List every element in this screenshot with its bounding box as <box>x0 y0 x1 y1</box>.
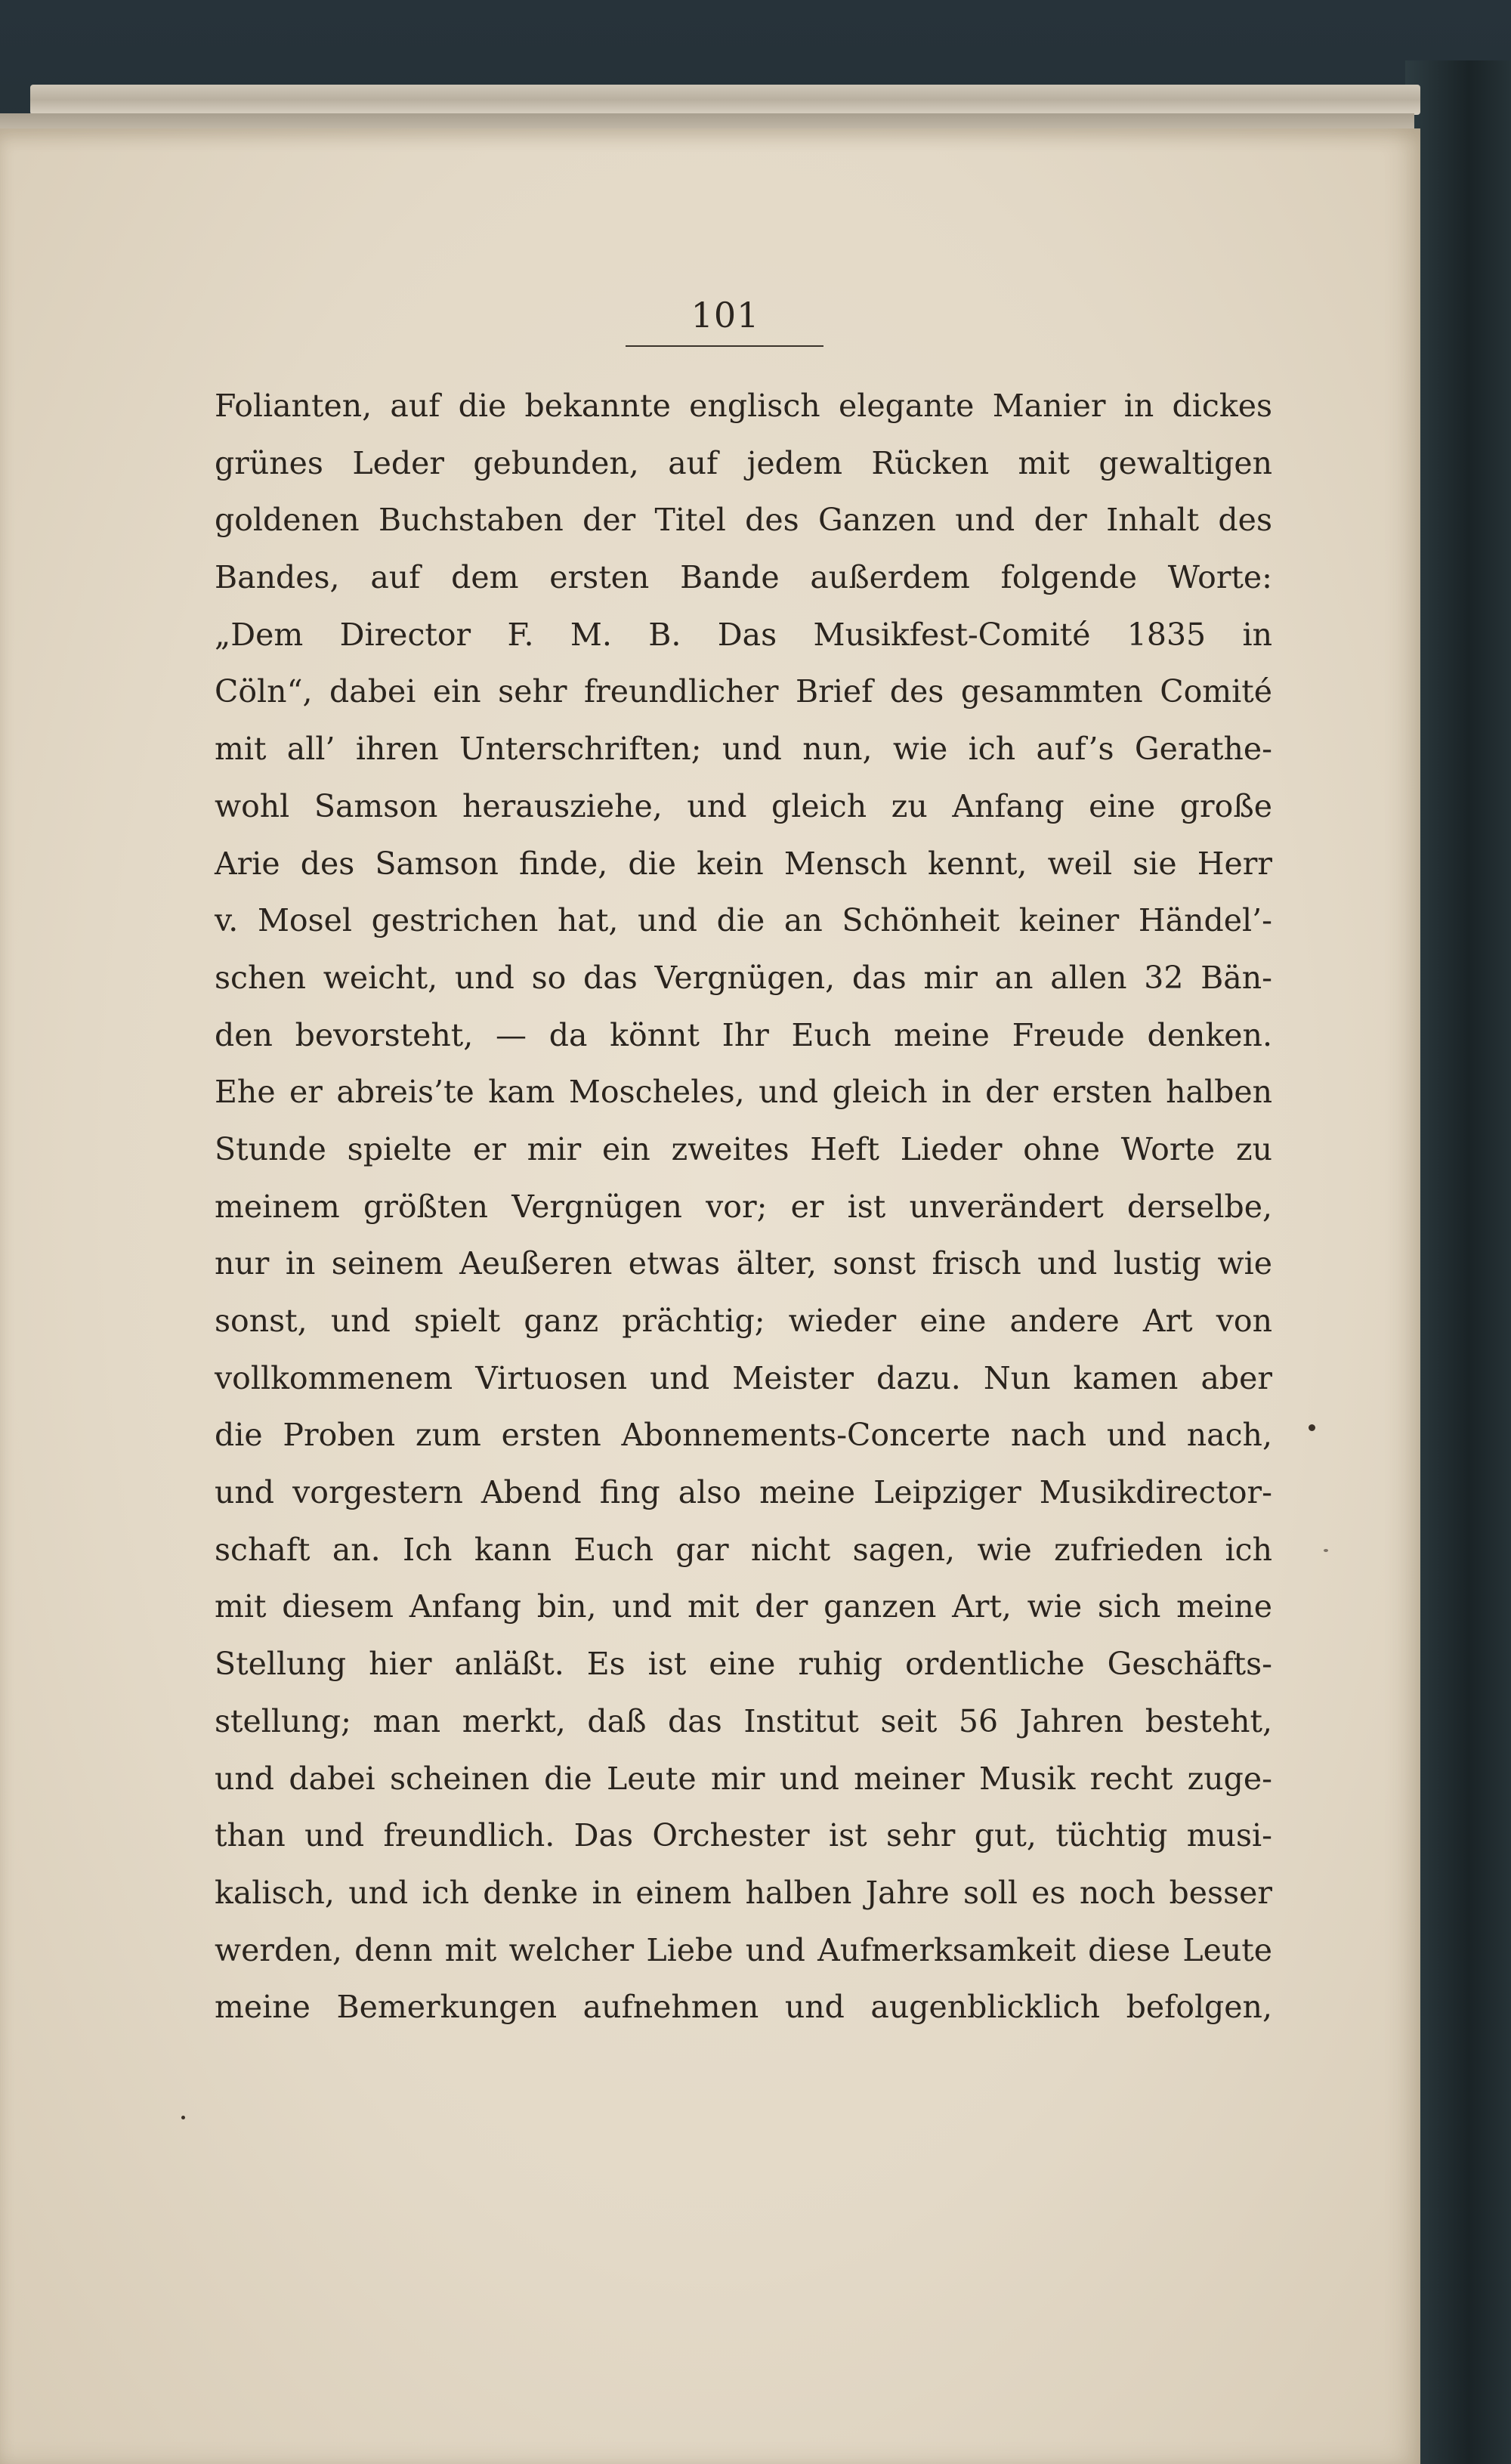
text-line: vollkommenem Virtuosen und Meister dazu. Nun kamen aber <box>215 1359 1272 1396</box>
text-line: than und freundlich. Das Orchester ist sehr gut, tüchtig musi- <box>215 1817 1272 1854</box>
text-line: und vorgestern Abend fing also meine Leipziger Musikdirector- <box>215 1474 1272 1511</box>
text-line: Bandes, auf dem ersten Bande außerdem folgende Worte: <box>215 559 1272 596</box>
text-line: grünes Leder gebunden, auf jedem Rücken mit gewaltigen <box>215 444 1272 481</box>
text-line: Stunde spielte er mir ein zweites Heft Lieder ohne Worte zu <box>215 1130 1272 1167</box>
text-line: den bevorsteht, — da könnt Ihr Euch meine Freude denken. <box>215 1016 1272 1053</box>
text-line: v. Mosel gestrichen hat, und die an Schönheit keiner Händel’- <box>215 902 1272 939</box>
header-rule <box>626 345 823 347</box>
text-line: meine Bemerkungen aufnehmen und augenblicklich befolgen, <box>215 1989 1272 2026</box>
page-number: 101 <box>691 295 760 335</box>
text-line: kalisch, und ich denke in einem halben Jahre soll es noch besser <box>215 1874 1272 1911</box>
paper-speck <box>1324 1549 1328 1552</box>
text-line: mit all’ ihren Unterschriften; und nun, wie ich auf’s Gerathe- <box>215 731 1272 768</box>
text-line: meinem größten Vergnügen vor; er ist unverändert derselbe, <box>215 1188 1272 1225</box>
text-line: werden, denn mit welcher Liebe und Aufmerksamkeit diese Leute <box>215 1931 1272 1968</box>
body-text <box>215 378 1272 2036</box>
text-line: wohl Samson herausziehe, und gleich zu Anfang eine große <box>215 787 1272 824</box>
text-line: Ehe er abreis’te kam Moscheles, und gleich in der ersten halben <box>215 1074 1272 1111</box>
text-line: Cöln“, dabei ein sehr freundlicher Brief des gesammten Comité <box>215 673 1272 710</box>
text-line: Stellung hier anläßt. Es ist eine ruhig ordentliche Geschäfts- <box>215 1646 1272 1683</box>
text-line: sonst, und spielt ganz prächtig; wieder eine andere Art von <box>215 1303 1272 1339</box>
text-line: schen weicht, und so das Vergnügen, das mir an allen 32 Bän- <box>215 959 1272 996</box>
text-line: die Proben zum ersten Abonnements-Concerte nach und nach, <box>215 1417 1272 1454</box>
book-cover-edge <box>1405 60 1511 2464</box>
text-line: goldenen Buchstaben der Titel des Ganzen und der Inhalt des <box>215 502 1272 539</box>
paper-speck <box>1309 1424 1315 1431</box>
text-line: Folianten, auf die bekannte englisch elegante Manier in dickes <box>215 388 1272 424</box>
text-line: nur in seinem Aeußeren etwas älter, sonst frisch und lustig wie <box>215 1245 1272 1282</box>
text-line: Arie des Samson finde, die kein Mensch kennt, weil sie Herr <box>215 845 1272 882</box>
paper-speck <box>181 2116 185 2119</box>
page-stack-top <box>30 85 1420 115</box>
text-line: „Dem Director F. M. B. Das Musikfest-Comité 1835 in <box>215 616 1272 653</box>
text-line: stellung; man merkt, daß das Institut seit 56 Jahren besteht, <box>215 1702 1272 1739</box>
text-line: mit diesem Anfang bin, und mit der ganzen Art, wie sich meine <box>215 1588 1272 1625</box>
text-line: und dabei scheinen die Leute mir und meiner Musik recht zuge- <box>215 1760 1272 1797</box>
text-line: schaft an. Ich kann Euch gar nicht sagen, wie zufrieden ich <box>215 1531 1272 1568</box>
